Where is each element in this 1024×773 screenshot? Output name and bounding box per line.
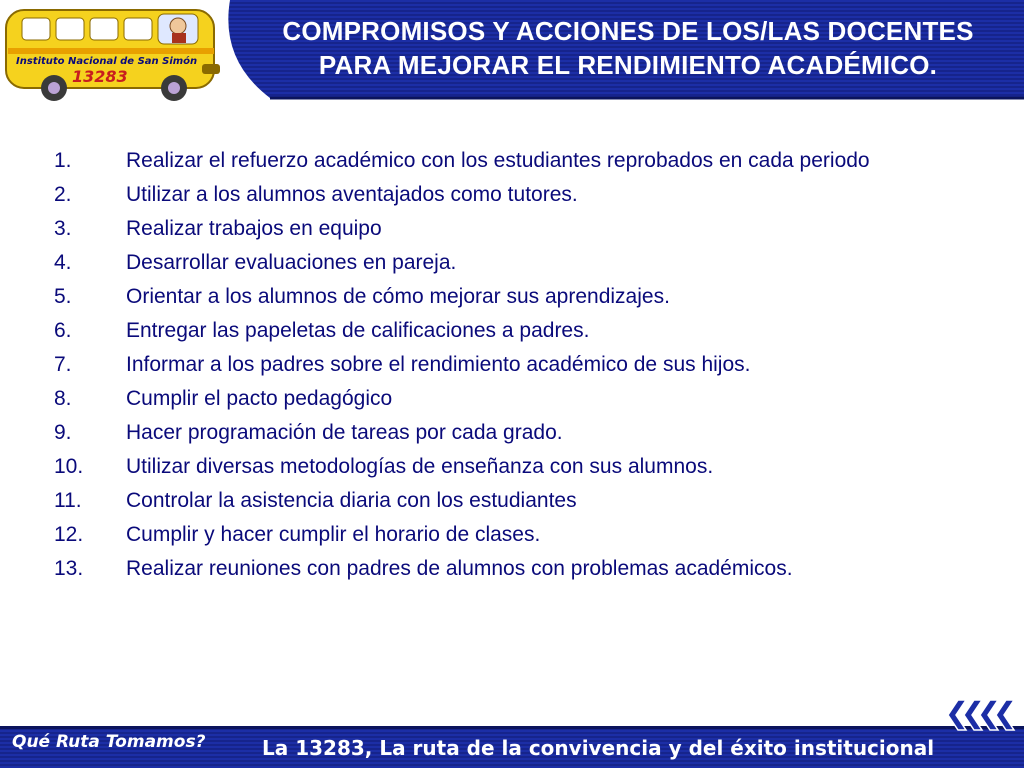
school-bus-logo — [2, 2, 226, 104]
list-item — [50, 556, 980, 582]
list-item — [50, 488, 980, 514]
list-item-number: 12. — [54, 523, 84, 546]
list-item-text: Cumplir el pacto pedagógico — [126, 387, 393, 410]
list-item-text: Informar a los padres sobre el rendimiento académico de sus hijos. — [126, 353, 751, 376]
list-item-number: 3. — [54, 217, 72, 240]
list-item-number: 7. — [54, 353, 72, 376]
list-item-number: 6. — [54, 319, 72, 342]
list-item — [50, 318, 980, 344]
list-item-text: Realizar reuniones con padres de alumnos con problemas académicos. — [126, 557, 793, 580]
commitments-list — [50, 148, 980, 590]
title-line-1: COMPROMISOS Y ACCIONES DE LOS/LAS DOCENTES — [282, 16, 974, 46]
logo-line-2: 13283 — [72, 67, 128, 86]
footer-slogan-right: La 13283, La ruta de la convivencia y del éxito institucional — [262, 736, 935, 760]
list-item-number: 5. — [54, 285, 72, 308]
list-item-number: 13. — [54, 557, 84, 580]
list-item-number: 2. — [54, 183, 72, 206]
list-item-number: 4. — [54, 251, 72, 274]
footer-slogan-left: Qué Ruta Tomamos? — [12, 732, 206, 752]
list-item-number: 9. — [54, 421, 72, 444]
title-line-2: PARA MEJORAR EL RENDIMIENTO ACADÉMICO. — [318, 50, 938, 80]
list-item-text: Desarrollar evaluaciones en pareja. — [126, 251, 457, 274]
list-item-text: Realizar trabajos en equipo — [126, 217, 382, 240]
list-item-number: 1. — [54, 149, 72, 172]
list-item-text: Orientar a los alumnos de cómo mejorar sus aprendizajes. — [126, 285, 670, 308]
list-item-number: 10. — [54, 455, 84, 478]
list-item-number: 8. — [54, 387, 72, 410]
list-item — [50, 454, 980, 480]
list-item — [50, 284, 980, 310]
chevron-arrows-icon — [944, 698, 1024, 732]
page-title — [232, 14, 1024, 82]
list-item-number: 11. — [54, 489, 82, 512]
list-item — [50, 250, 980, 276]
list-item — [50, 522, 980, 548]
list-item — [50, 216, 980, 242]
list-item — [50, 386, 980, 412]
list-item — [50, 148, 980, 174]
list-item-text: Controlar la asistencia diaria con los estudiantes — [126, 489, 577, 512]
list-item-text: Utilizar diversas metodologías de enseñanza con sus alumnos. — [126, 455, 714, 478]
list-item-text: Hacer programación de tareas por cada grado. — [126, 421, 563, 444]
list-item-text: Cumplir y hacer cumplir el horario de clases. — [126, 523, 541, 546]
logo-line-1: Instituto Nacional de San Simón — [16, 56, 198, 67]
list-item — [50, 182, 980, 208]
list-item — [50, 420, 980, 446]
list-item-text: Realizar el refuerzo académico con los estudiantes reprobados en cada periodo — [126, 149, 870, 172]
list-item — [50, 352, 980, 378]
list-item-text: Utilizar a los alumnos aventajados como tutores. — [126, 183, 578, 206]
list-item-text: Entregar las papeletas de calificaciones a padres. — [126, 319, 590, 342]
